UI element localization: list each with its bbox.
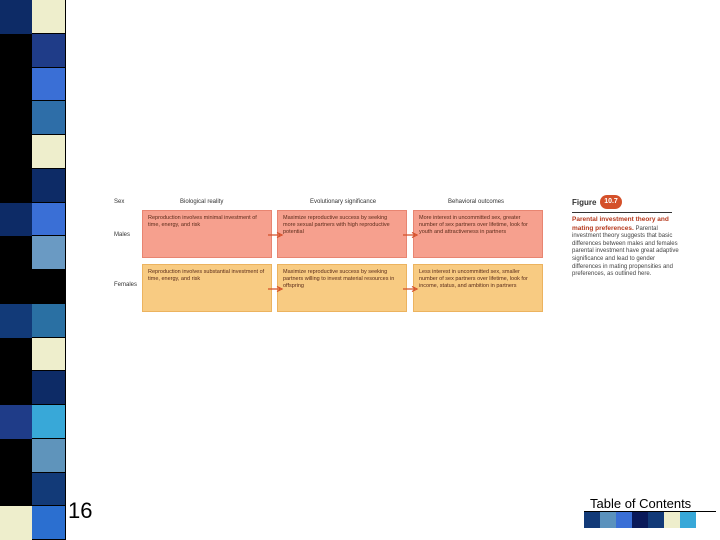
figure-label: Figure (572, 198, 597, 207)
caption-body: Parental investment theory suggests that basic differences between males and females parental investment have great adaptive significance and lead to gender differences in mating propensities and preferences, as outlined here. (572, 225, 679, 278)
stripe-block (32, 371, 65, 405)
row-label-females: Females (114, 282, 138, 288)
stripe-block (0, 304, 32, 338)
toc-square (632, 512, 648, 528)
stripe-block (32, 338, 65, 372)
header-behavioral: Behavioral outcomes (448, 199, 505, 205)
males-biological-cell: Reproduction involves minimal investment of time, energy, and risk (142, 210, 272, 258)
arrow-right-icon (268, 286, 284, 292)
toc-square (600, 512, 616, 528)
stripe-block (32, 236, 65, 270)
figure-divider (572, 212, 672, 213)
females-evolutionary-cell: Maximize reproductive success by seeking partners willing to invest material resources in offspring (277, 264, 407, 312)
figure-number-badge: 10.7 (600, 195, 622, 209)
stripe-block (32, 135, 65, 169)
stripe-block (32, 0, 65, 34)
figure-caption (572, 216, 682, 279)
toc-color-squares (584, 512, 696, 528)
stripe-block (32, 68, 65, 102)
stripe-block (32, 101, 65, 135)
males-behavioral-cell: More interest in uncommitted sex, greater number of sex partners over lifetime, look for youth and attractiveness in partners (413, 210, 543, 258)
stripe-block (0, 405, 32, 439)
parental-investment-figure (110, 190, 680, 320)
stripe-block (0, 101, 32, 135)
stripe-block (0, 371, 32, 405)
stripe-block (0, 135, 32, 169)
females-biological-cell: Reproduction involves substantial investment of time, energy, and risk (142, 264, 272, 312)
table-of-contents-link[interactable]: Table of Contents (590, 496, 692, 511)
stripe-block (0, 236, 32, 270)
stripe-block (0, 203, 32, 237)
stripe-block (32, 405, 65, 439)
toc-square (648, 512, 664, 528)
stripe-block (0, 0, 32, 34)
males-evolutionary-cell: Maximize reproductive success by seeking more sexual partners with high reproductive potential (277, 210, 407, 258)
row-label-males: Males (114, 232, 131, 238)
stripe-block (0, 169, 32, 203)
stripe-block (32, 506, 65, 540)
stripe-block (0, 338, 32, 372)
stripe-block (32, 473, 65, 507)
arrow-right-icon (268, 232, 284, 238)
stripe-block (0, 473, 32, 507)
stripe-block (32, 34, 65, 68)
slide-number: 16 (68, 498, 93, 523)
stripe-block (0, 34, 32, 68)
header-evolutionary: Evolutionary significance (310, 199, 377, 205)
stripe-block (0, 506, 32, 540)
arrow-right-icon (403, 286, 419, 292)
header-biological: Biological reality (180, 199, 224, 205)
stripe-block (32, 169, 65, 203)
females-behavioral-cell: Less interest in uncommitted sex, smaller number of sex partners over lifetime, look for income, status, and ambition in partners (413, 264, 543, 312)
stripe-block (32, 304, 65, 338)
toc-square (680, 512, 696, 528)
stripe-block (0, 68, 32, 102)
caption-title: Parental investment theory and mating preferences. (572, 216, 669, 232)
header-sex: Sex (114, 199, 125, 205)
toc-square (616, 512, 632, 528)
stripe-block (32, 203, 65, 237)
stripe-block (0, 439, 32, 473)
stripe-block (32, 270, 65, 304)
stripe-block (32, 439, 65, 473)
decorative-left-stripe (0, 0, 66, 540)
arrow-right-icon (403, 232, 419, 238)
toc-square (584, 512, 600, 528)
toc-square (664, 512, 680, 528)
stripe-block (0, 270, 32, 304)
